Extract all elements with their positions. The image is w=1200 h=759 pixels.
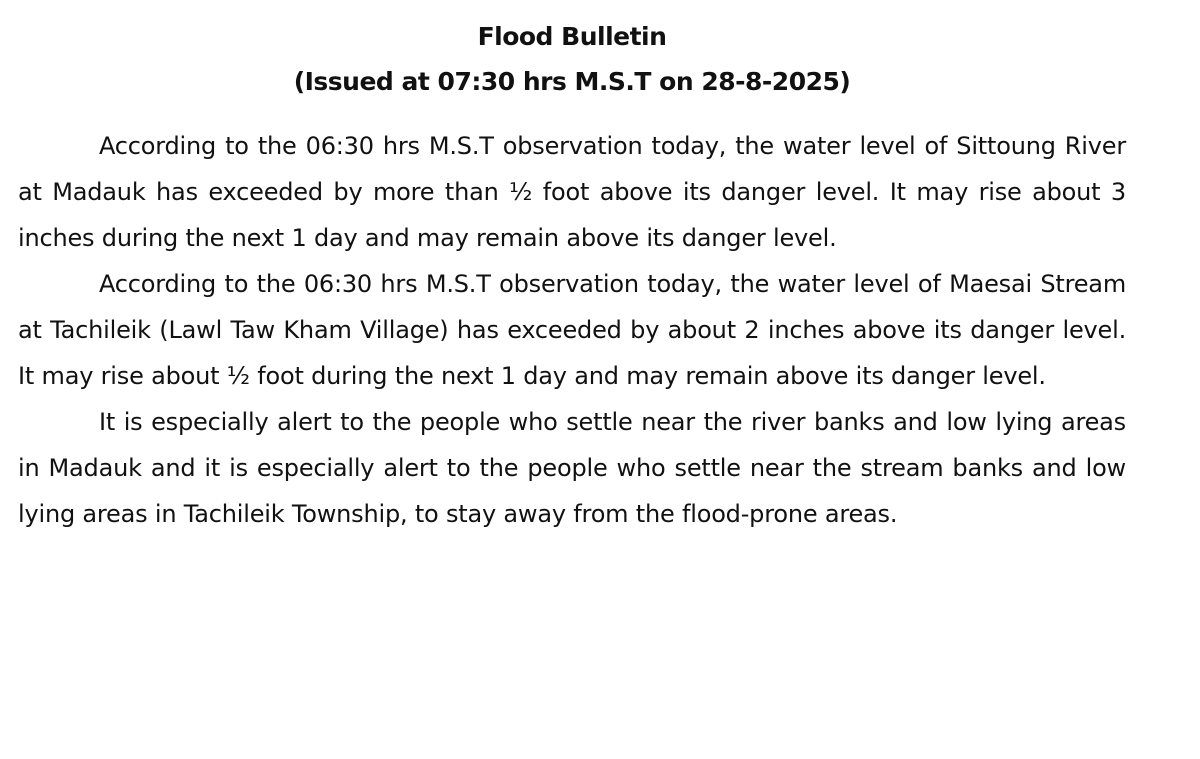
bulletin-body bbox=[18, 123, 1126, 537]
bulletin-page bbox=[18, 18, 1126, 537]
paragraph-alert: It is especially alert to the people who settle near the river banks and low lying areas in Madauk and it is especially alert to the people who settle near the stream banks and low lying areas in Tachileik Township, to stay away from the flood-prone areas. bbox=[18, 408, 1126, 528]
issued-time: (Issued at 07:30 hrs M.S.T on 28-8-2025) bbox=[293, 67, 851, 96]
paragraph-maesai: According to the 06:30 hrs M.S.T observation today, the water level of Maesai Stream at Tachileik (Lawl Taw Kham Village) has exceeded by about 2 inches above its danger level. It may rise about ½ foot during the next 1 day and may remain above its danger level. bbox=[18, 270, 1126, 390]
bulletin-title: Flood Bulletin bbox=[477, 22, 667, 51]
paragraph-sittoung: According to the 06:30 hrs M.S.T observation today, the water level of Sittoung River at Madauk has exceeded by more than ½ foot above its danger level. It may rise about 3 inches during the next 1 day and may remain above its danger level. bbox=[18, 132, 1126, 252]
